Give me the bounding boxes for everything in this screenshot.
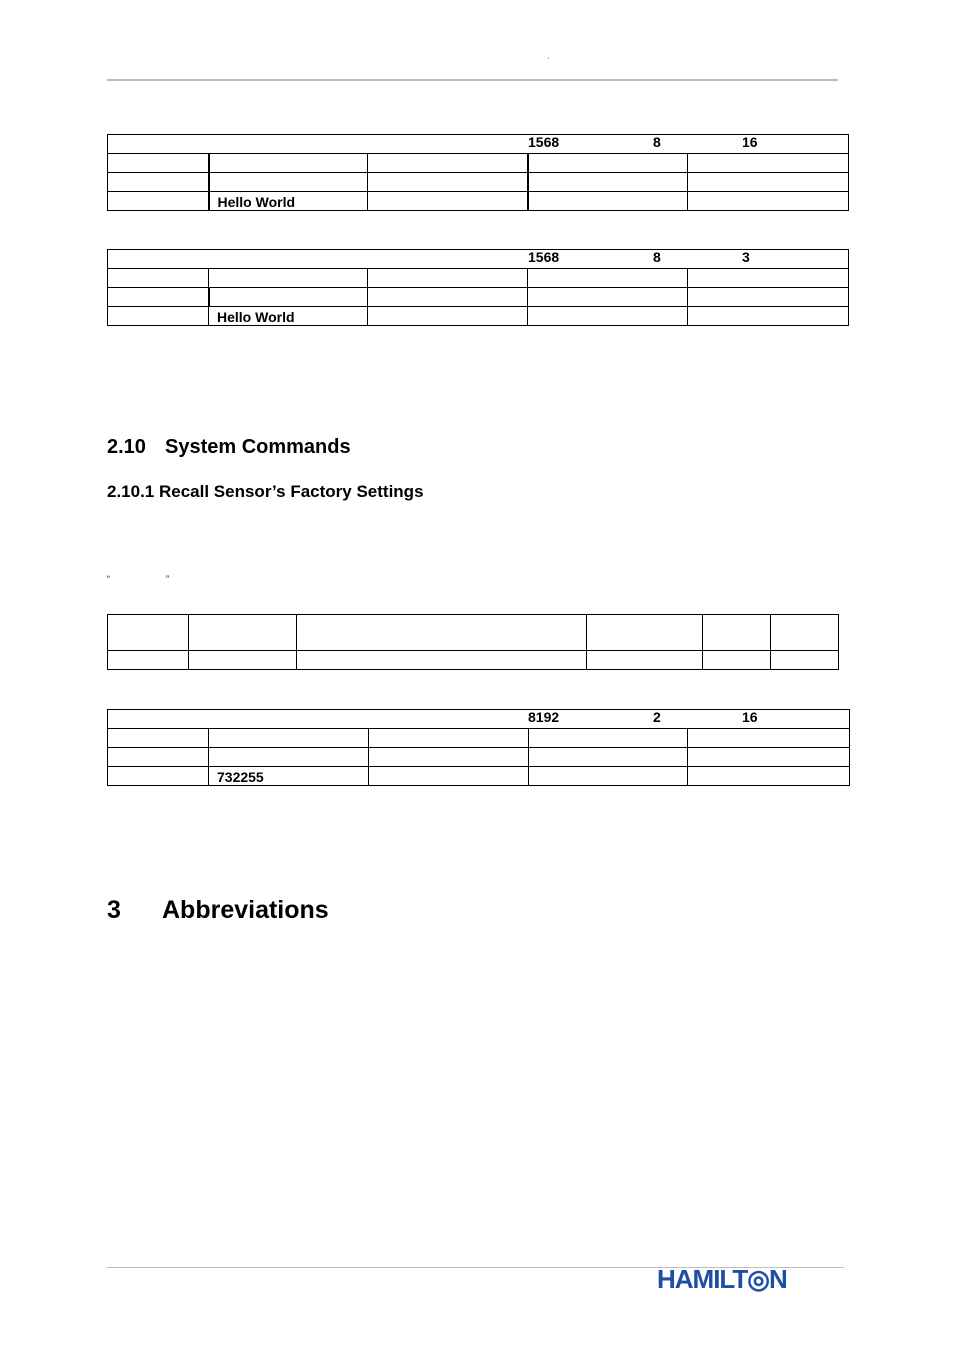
register-table-2: [107, 249, 849, 326]
section-title: System Commands: [165, 436, 351, 458]
header-mark: ': [548, 58, 550, 64]
table-cell: [368, 154, 528, 173]
table-cell: [529, 729, 688, 748]
table-cell: [771, 651, 839, 670]
table-cell: [209, 154, 368, 173]
open-quote: “: [107, 574, 110, 584]
table-cell: [528, 173, 688, 192]
table-cell: [369, 748, 529, 767]
table-cell: [297, 615, 587, 651]
chapter-number: 3: [107, 896, 121, 924]
table-cell: [529, 767, 688, 786]
table-cell: [108, 729, 209, 748]
register-address: 8192: [528, 709, 560, 725]
register-address: 1568: [528, 134, 560, 150]
table-cell: [209, 288, 368, 307]
table-cell: [368, 173, 528, 192]
command-table: [107, 614, 839, 670]
register-address: 1568: [528, 249, 560, 265]
table-cell: [368, 288, 528, 307]
table-cell: [108, 615, 189, 651]
table-title-row: [108, 710, 850, 729]
register-count: 2: [653, 709, 661, 725]
table-cell: [297, 651, 587, 670]
section-heading: [107, 436, 351, 459]
table-cell: [108, 767, 209, 786]
register-count: 8: [653, 249, 661, 265]
table-cell: [108, 307, 209, 326]
table-cell: [703, 651, 771, 670]
table-cell: [209, 729, 369, 748]
table-cell: [108, 269, 209, 288]
table-cell: [688, 269, 849, 288]
table-cell: [189, 651, 297, 670]
value-cell: 732255: [209, 767, 369, 786]
register-size: 3: [742, 249, 750, 265]
table-cell: [688, 729, 850, 748]
table-cell: [108, 154, 209, 173]
table-cell: [108, 288, 209, 307]
table-cell: [587, 615, 703, 651]
table-cell: [688, 173, 849, 192]
register-count: 8: [653, 134, 661, 150]
table-cell: [529, 748, 688, 767]
value-cell: Hello World: [209, 192, 368, 211]
table-cell: [528, 288, 688, 307]
table-cell: [587, 651, 703, 670]
chapter-heading: [107, 896, 329, 925]
table-cell: [528, 269, 688, 288]
table-cell: [703, 615, 771, 651]
table-cell: [368, 192, 528, 211]
table-cell: [108, 748, 209, 767]
table-cell: [369, 729, 529, 748]
register-size: 16: [742, 709, 758, 725]
hamilton-logo: HAMILT◎N: [657, 1264, 787, 1294]
table-title-row: [108, 135, 849, 154]
table-cell: [108, 192, 209, 211]
header-rule: [107, 79, 838, 81]
section-number: 2.10: [107, 436, 146, 458]
table-cell: [369, 767, 529, 786]
table-cell: [771, 615, 839, 651]
table-cell: [528, 307, 688, 326]
table-cell: [368, 307, 528, 326]
table-cell: [108, 651, 189, 670]
table-cell: [209, 173, 368, 192]
table-cell: [688, 192, 849, 211]
table-cell: [528, 192, 688, 211]
table-cell: [688, 288, 849, 307]
value-cell: Hello World: [209, 307, 368, 326]
table-cell: [688, 748, 850, 767]
quoted-command: [107, 574, 169, 584]
table-cell: [108, 173, 209, 192]
close-quote: ”: [166, 574, 169, 584]
register-table-3: [107, 709, 850, 786]
table-cell: [528, 154, 688, 173]
table-cell: [209, 748, 369, 767]
table-title-row: [108, 250, 849, 269]
table-cell: [688, 767, 850, 786]
chapter-title: Abbreviations: [162, 896, 329, 924]
table-cell: [688, 307, 849, 326]
table-cell: [368, 269, 528, 288]
register-table-1: [107, 134, 849, 211]
table-cell: [209, 269, 368, 288]
table-cell: [189, 615, 297, 651]
table-cell: [688, 154, 849, 173]
register-size: 16: [742, 134, 758, 150]
subsection-heading: 2.10.1 Recall Sensor’s Factory Settings: [107, 482, 424, 501]
